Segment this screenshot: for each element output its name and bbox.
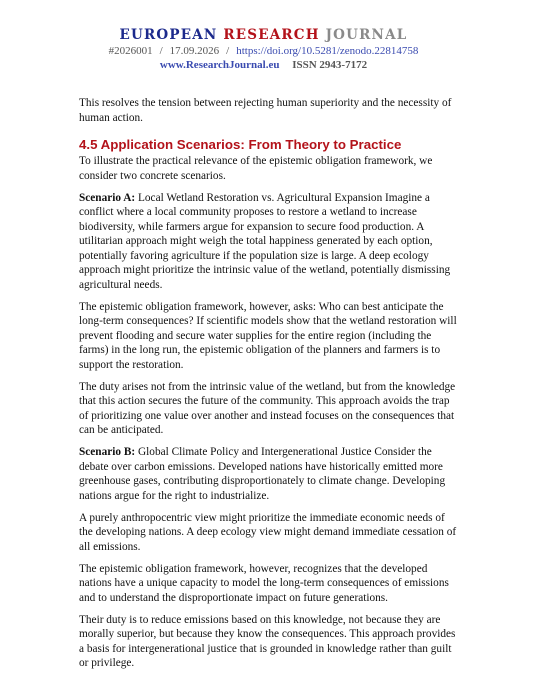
publication-date: 17.09.2026 — [169, 45, 220, 57]
scenario-a-text: Local Wetland Restoration vs. Agricultural Expansion Imagine a conflict where a local community proposes to restore a wetland to increase biodiversity, while farmers argue for expansion to secure food production. A utilitarian approach might weigh the total happiness generated by each option, potentially favoring agriculture if the population size is large. A deep ecology approach might prioritize the intrinsic value of the wetland, potentially dismissing agricultural needs. — [79, 191, 451, 291]
doi-link[interactable]: https://doi.org/10.5281/zenodo.22814758 — [236, 45, 419, 57]
section-heading: 4.5 Application Scenarios: From Theory to Practice — [79, 137, 402, 152]
paragraph-section-intro: To illustrate the practical relevance of the epistemic obligation framework, we consider two concrete scenarios. — [79, 155, 433, 182]
paragraph-intro: This resolves the tension between rejecting human superiority and the necessity of human action. — [79, 97, 452, 124]
journal-title-journal: JOURNAL — [325, 27, 408, 43]
paragraph-scenario-a-2: The epistemic obligation framework, however, asks: Who can best anticipate the long-term consequences? If scientific models show that the wetland restoration will prevent flooding and secure water supplies for the entire region (including the farms) in the long run, the epistemic obligation of the planners and farmers is to support the restoration. — [79, 300, 457, 371]
journal-title — [0, 27, 527, 43]
paragraph-scenario-b-4: Their duty is to reduce emissions based on this knowledge, not because they are morally superior, but because they know the consequences. This approach provides a basis for intergenerational justice that is grounded in knowledge rather than guilt or privilege. — [79, 613, 456, 669]
article-number: #2026001 — [108, 45, 153, 57]
paragraph-scenario-a-3: The duty arises not from the intrinsic value of the wetland, but from the knowledge that this action secures the future of the community. This approach avoids the trap of prioritizing one value over another and instead focuses on the consequences that can be anticipated. — [79, 380, 456, 436]
journal-title-european: EUROPEAN — [119, 27, 218, 43]
website-link[interactable]: www.ResearchJournal.eu — [159, 59, 280, 71]
scenario-a-label: Scenario A: — [79, 191, 136, 204]
scenario-b-text: Global Climate Policy and Intergenerational Justice Consider the debate over carbon emissions. Developed nations have historically emitted more greenhouse gases, contributing disproportionately to climate change. Developing nations argue for the right to industrialize. — [79, 446, 446, 502]
journal-title-research: RESEARCH — [223, 27, 320, 43]
site-line — [0, 58, 527, 72]
issn-number: ISSN 2943-7172 — [292, 59, 368, 71]
meta-separator: / — [159, 45, 163, 57]
paragraph-scenario-a — [79, 191, 457, 293]
paragraph-scenario-b-2: A purely anthropocentric view might prioritize the immediate economic needs of the developing nations. A deep ecology view might demand immediate cessation of all emissions. — [79, 511, 457, 553]
paragraph-scenario-b-3: The epistemic obligation framework, however, recognizes that the developed nations have a unique capacity to model the long-term consequences of emissions and to understand the disproportionate impact on future generations. — [79, 562, 449, 604]
scenario-b-label: Scenario B: — [79, 446, 136, 458]
meta-separator: / — [226, 45, 230, 57]
article-body — [79, 96, 457, 678]
paragraph-scenario-b — [79, 445, 457, 503]
article-meta-line — [0, 44, 527, 58]
